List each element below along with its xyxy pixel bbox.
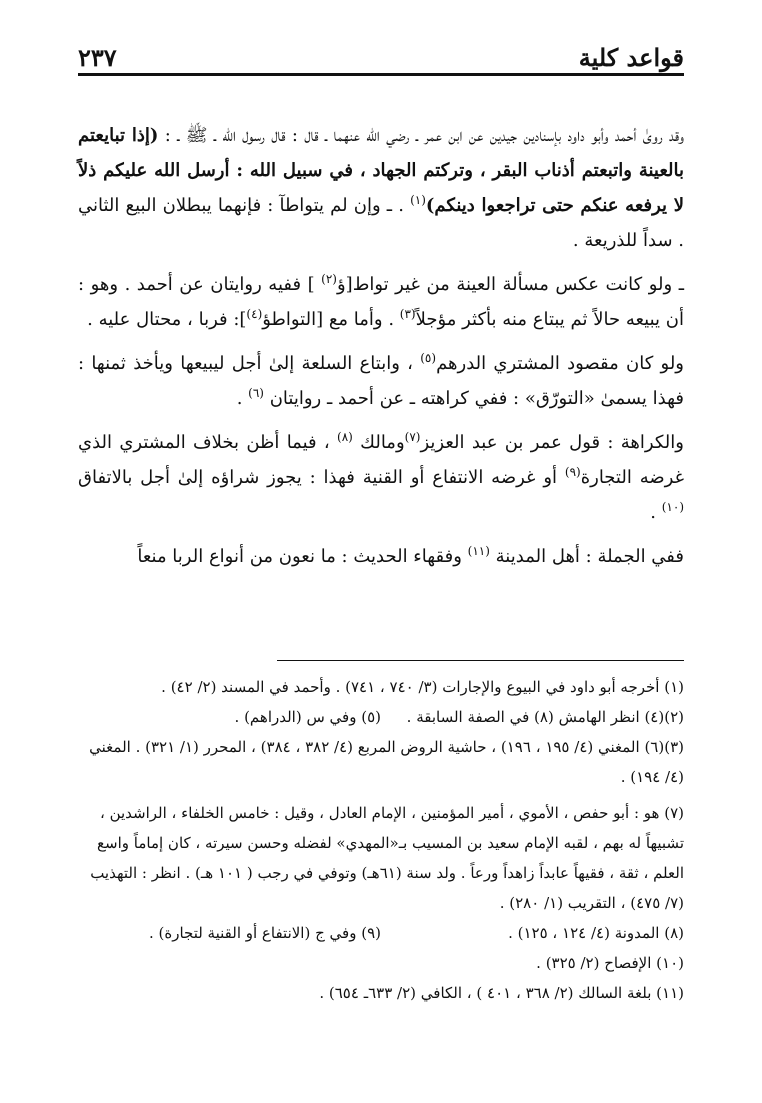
footnote-ref-7: (٧) — [404, 430, 421, 444]
text-run: ففي الجملة : أهل المدينة — [489, 546, 684, 567]
text-run: وقد روىٰ أحمد وأبو داود بإسنادين جيدين عن ابن عمر ـ رضي الله عنهما ـ قال : قال رسول الله ـ ﷺ ـ : — [158, 125, 684, 146]
footnote-ref-11: (١١) — [467, 544, 490, 558]
page-number: ٢٣٧ — [78, 43, 117, 72]
footnote-ref-3: (٣) — [399, 307, 416, 321]
footnote-8: (٨) المدونة (٤/ ١٢٤ ، ١٢٥) . — [508, 924, 684, 942]
footnote-1: (١) أخرجه أبو داود في البيوع والإجارات (٣/ ٧٤٠ ، ٧٤١) . وأحمد في المسند (٢/ ٤٢) . — [161, 678, 684, 696]
footnote-ref-5: (٥) — [420, 351, 437, 365]
text-run: والكراهة : قول عمر بن عبد العزيز — [420, 432, 684, 453]
header-divider — [78, 73, 684, 76]
paragraph-5 — [78, 539, 684, 574]
footnote-5: (٥) وفي س (الدراهم) . — [234, 708, 381, 726]
footnote-9: (٩) وفي ج (الانتفاع أو القنية لتجارة) . — [148, 924, 381, 942]
hadith-quote: (إذا تبايعتم بالعينة واتبعتم أذناب البقر ، وتركتم الجهاد ، في سبيل الله : أرسل الله عليكم ذلاً لا يرفعه عنكم حتى تراجعوا دينكم) — [78, 125, 684, 216]
text-run: أو غرضه الانتفاع أو القنية فهذا : يجوز شراؤه إلىٰ أجل بالاتفاق — [78, 467, 565, 488]
footnote-ref-6: (٦) — [248, 386, 264, 400]
text-run: ومالك — [352, 432, 405, 453]
text-run: ] ففيه روايتان عن أحمد . وهو : أن يبيعه حالاً ثم يبتاع منه بأكثر مؤجلاً — [78, 274, 684, 330]
text-run: . ـ وإن لم يتواطآ : فإنهما يبطلان البيع الثاني . سداً للذريعة . — [78, 195, 684, 251]
footnote-10: (١٠) الإفصاح (٢/ ٣٢٥) . — [536, 954, 684, 972]
text-run: ]: فربا ، محتال عليه . — [87, 309, 247, 330]
footnote-3-6: (٣)(٦) المغني (٤/ ١٩٥ ، ١٩٦) ، حاشية الروض المربع (٤/ ٣٨٢ ، ٣٨٤) ، المحرر (١/ ٣٢١) . المغني (٤/ ١٩٤) . — [89, 738, 684, 786]
paragraph-2 — [78, 267, 684, 337]
text-run: . — [650, 502, 662, 523]
footnote-11: (١١) بلغة السالك (٢/ ٣٦٨ ، ٤٠١ ) ، الكافي (٢/ ٦٣٣ـ ٦٥٤) . — [319, 984, 684, 1002]
footnote-row — [78, 702, 684, 732]
running-title: قواعد كلية — [578, 43, 684, 72]
paragraph-4 — [78, 425, 684, 530]
text-run: ولو كان مقصود المشتري الدرهم — [436, 353, 684, 374]
footnote-ref-9: (٩) — [564, 465, 581, 479]
footnote-ref-8: (٨) — [337, 430, 353, 444]
footnotes — [78, 672, 684, 1008]
footnote-2-4: (٢)(٤) انظر الهامش (٨) في الصفة السابقة . — [406, 708, 684, 726]
paragraph-3 — [78, 346, 684, 416]
footnote-ref-4: (٤) — [246, 307, 263, 321]
text-run: ، فيما أظن بخلاف المشتري الذي غرضه التجارة — [78, 432, 684, 488]
text-run: . — [236, 388, 249, 409]
footnote-row — [78, 918, 684, 948]
footnote-7: (٧) هو : أبو حفص ، الأموي ، أمير المؤمنين ، الإمام العادل ، وقيل : خامس الخلفاء ، الراشدين ، تشبيهاً له بهم ، لقبه الإمام سعيد بن المسيب بـ«المهدي» لفضله وحسن سيرته ، كان إماماً واسع العلم ، ثقة ، فقيهاً عابداً زاهداً ورعاً . ولد سنة (٦١هـ) وتوفي في رجب ( ١٠١ هـ) . انظر : التهذيب (٧/ ٤٧٥) ، التقريب (١/ ٢٨٠) . — [90, 804, 684, 912]
page-header — [78, 40, 684, 72]
text-run: ، وابتاع السلعة إلىٰ أجل ليبيعها ويأخذ ثمنها : فهذا يسمىٰ «التورّق» : ففي كراهته ـ عن أحمد ـ روايتان — [78, 353, 684, 409]
footnote-ref-10: (١٠) — [661, 500, 684, 514]
main-text — [78, 118, 684, 583]
text-run: وفقهاء الحديث : ما نعون من أنواع الربا منعاً — [137, 546, 468, 567]
footnote-ref-2: (٢) — [321, 272, 337, 286]
footnote-ref-1: (١) — [410, 193, 426, 207]
footnote-divider — [277, 660, 684, 661]
paragraph-1 — [78, 118, 684, 258]
text-run: . وأما مع [التواطؤ — [262, 309, 400, 330]
text-run: ـ ولو كانت عكس مسألة العينة من غير تواط[ؤ — [336, 274, 685, 295]
